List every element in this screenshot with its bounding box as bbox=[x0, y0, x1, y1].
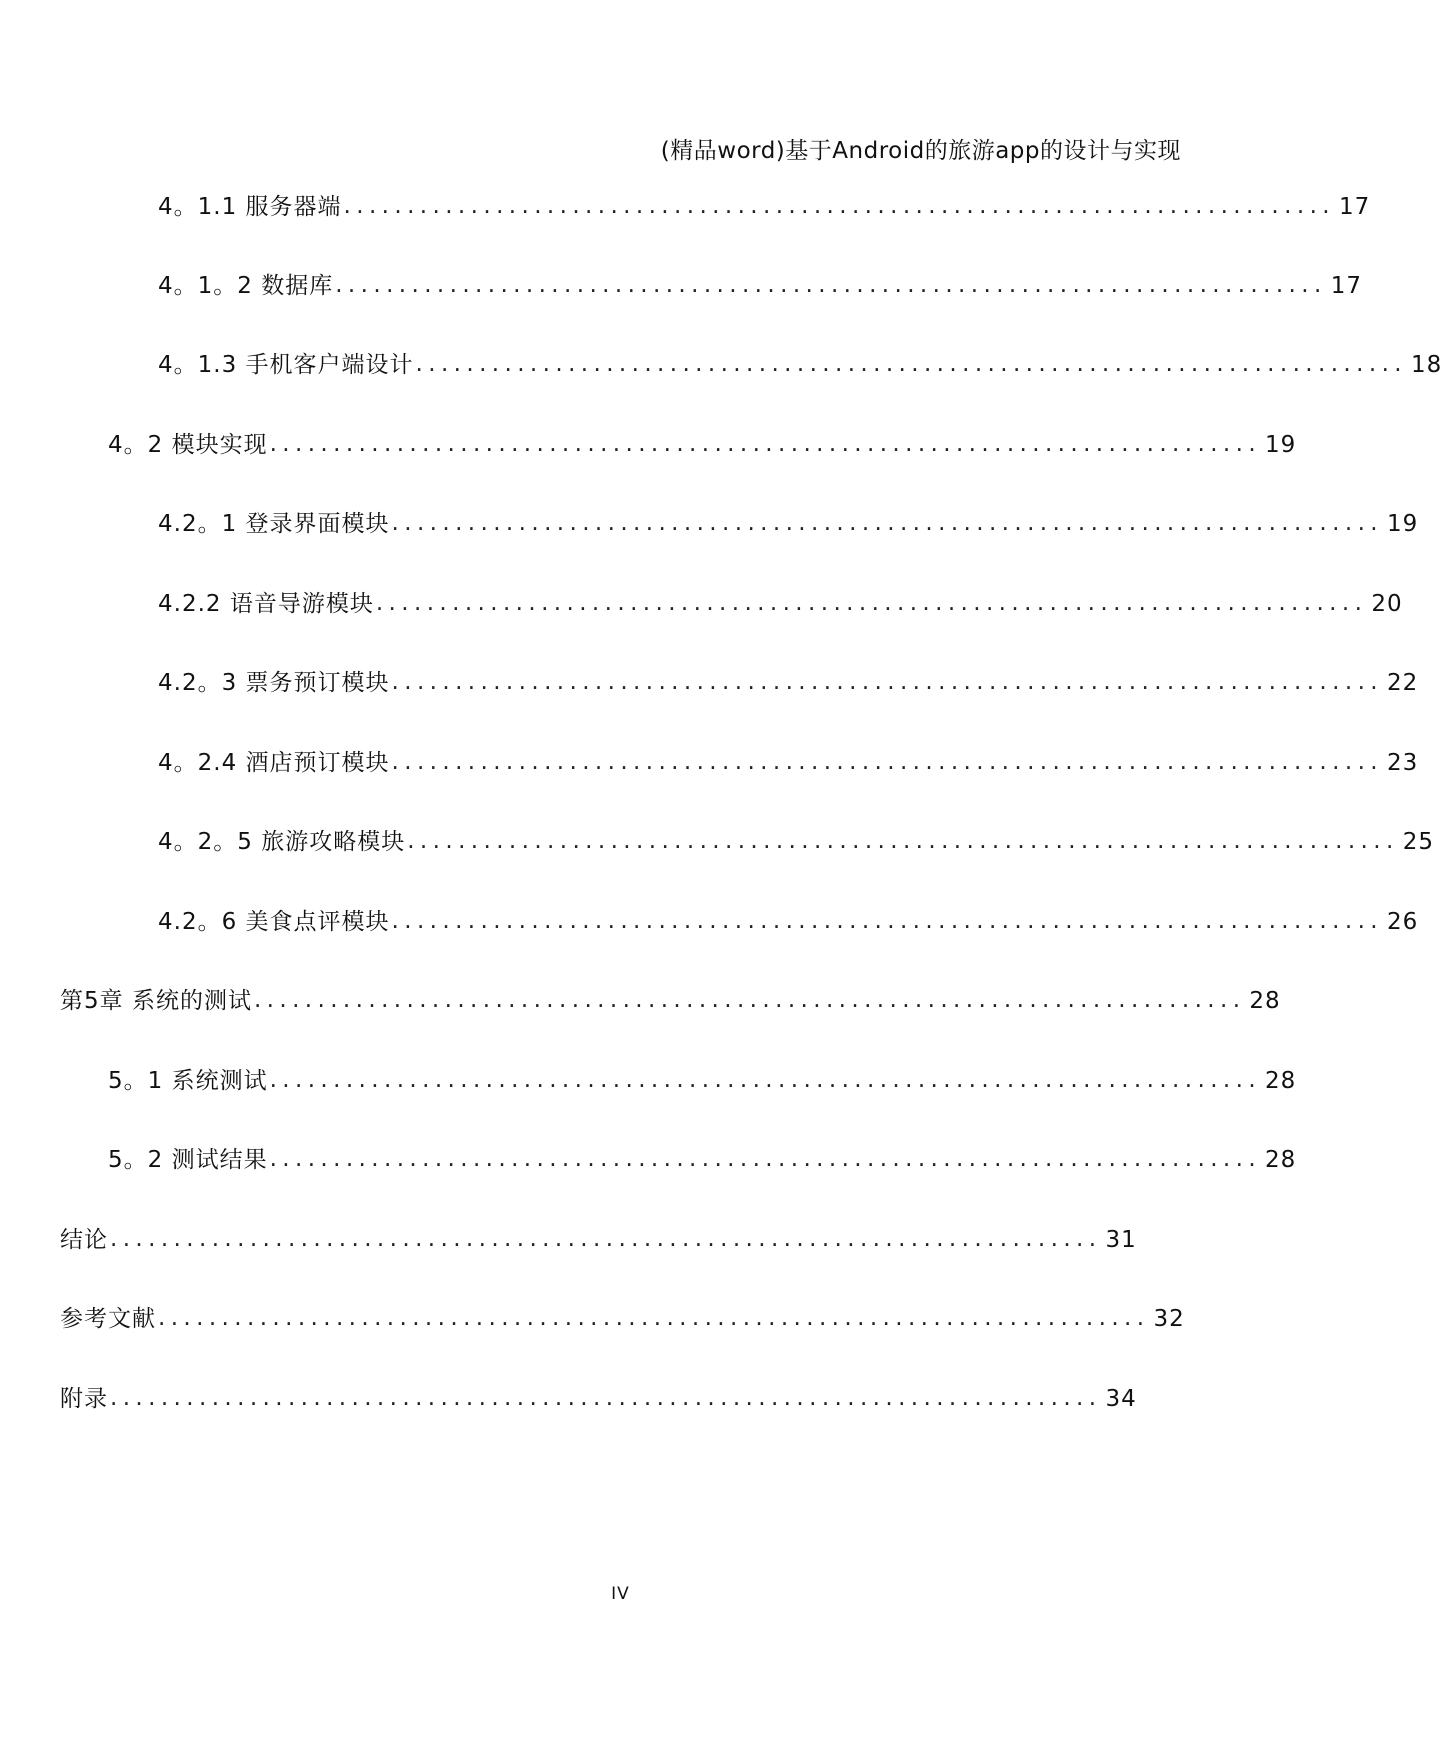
toc-entry-page: 17 bbox=[1330, 273, 1362, 299]
toc-entry[interactable] bbox=[158, 344, 1442, 380]
toc-entry[interactable] bbox=[158, 583, 1403, 619]
dot-leader: .............................................................................. bbox=[343, 193, 1335, 219]
toc-entry-page: 23 bbox=[1387, 750, 1419, 776]
toc-entry-page: 28 bbox=[1265, 1068, 1297, 1094]
running-header: (精品word)基于Android的旅游app的设计与实现 bbox=[660, 138, 1181, 164]
toc-entry-title: 4。2.4 酒店预订模块 bbox=[158, 750, 390, 776]
toc-entry-page: 32 bbox=[1153, 1306, 1185, 1332]
dot-leader: .............................................................................. bbox=[269, 1146, 1262, 1172]
toc-entry-title: 4.2.2 语音导游模块 bbox=[158, 591, 374, 617]
toc-entry-page: 19 bbox=[1387, 511, 1419, 537]
dot-leader: .............................................................................. bbox=[391, 908, 1383, 934]
page-number: IV bbox=[611, 1584, 630, 1604]
dot-leader: .............................................................................. bbox=[110, 1385, 1102, 1411]
toc-entry-page: 18 bbox=[1411, 352, 1442, 378]
toc-entry-title: 4.2。1 登录界面模块 bbox=[158, 511, 390, 537]
toc-entry[interactable] bbox=[158, 265, 1362, 301]
toc-entry-page: 31 bbox=[1105, 1227, 1137, 1253]
toc-entry[interactable] bbox=[158, 821, 1434, 857]
dot-leader: .............................................................................. bbox=[269, 431, 1262, 457]
dot-leader: .............................................................................. bbox=[391, 669, 1383, 695]
dot-leader: .............................................................................. bbox=[110, 1226, 1102, 1252]
toc-entry[interactable] bbox=[108, 1060, 1297, 1096]
toc-entry-title: 4.2。6 美食点评模块 bbox=[158, 909, 390, 935]
toc-entry[interactable] bbox=[158, 742, 1419, 778]
toc-entry-title: 4。2。5 旅游攻略模块 bbox=[158, 829, 406, 855]
toc-entry-page: 26 bbox=[1387, 909, 1419, 935]
toc-entry-title: 4。1.3 手机客户端设计 bbox=[158, 352, 414, 378]
toc-entry-page: 19 bbox=[1265, 432, 1297, 458]
toc-entry[interactable] bbox=[60, 1298, 1185, 1334]
toc-entry-title: 4。1.1 服务器端 bbox=[158, 194, 342, 220]
toc-entry-page: 17 bbox=[1339, 194, 1371, 220]
dot-leader: .............................................................................. bbox=[269, 1067, 1262, 1093]
toc-entry-title: 第5章 系统的测试 bbox=[60, 988, 252, 1014]
toc-entry[interactable] bbox=[158, 503, 1419, 539]
dot-leader: .............................................................................. bbox=[391, 749, 1383, 775]
toc-entry-title: 4.2。3 票务预订模块 bbox=[158, 670, 390, 696]
toc-entry-title: 结论 bbox=[60, 1227, 108, 1253]
toc-entry-title: 附录 bbox=[60, 1386, 108, 1412]
dot-leader: .............................................................................. bbox=[158, 1305, 1150, 1331]
toc-entry-page: 25 bbox=[1402, 829, 1434, 855]
toc-entry-page: 28 bbox=[1249, 988, 1281, 1014]
dot-leader: .............................................................................. bbox=[375, 590, 1368, 616]
toc-entry[interactable] bbox=[60, 1219, 1137, 1255]
toc-entry-title: 4。1。2 数据库 bbox=[158, 273, 334, 299]
toc-entry[interactable] bbox=[60, 980, 1281, 1016]
toc-entry-title: 参考文献 bbox=[60, 1306, 156, 1332]
toc-entry-page: 20 bbox=[1371, 591, 1403, 617]
toc-entry[interactable] bbox=[108, 424, 1297, 460]
dot-leader: .............................................................................. bbox=[391, 510, 1383, 536]
toc-entry-page: 22 bbox=[1387, 670, 1419, 696]
dot-leader: .............................................................................. bbox=[415, 351, 1407, 377]
toc-entry[interactable] bbox=[60, 1378, 1137, 1414]
toc-entry-title: 5。1 系统测试 bbox=[108, 1068, 268, 1094]
dot-leader: .............................................................................. bbox=[335, 272, 1327, 298]
dot-leader: .............................................................................. bbox=[253, 987, 1246, 1013]
toc-entry[interactable] bbox=[108, 1139, 1297, 1175]
toc-entry[interactable] bbox=[158, 186, 1371, 222]
toc-entry-title: 4。2 模块实现 bbox=[108, 432, 268, 458]
toc-entry-page: 28 bbox=[1265, 1147, 1297, 1173]
toc-entry[interactable] bbox=[158, 662, 1419, 698]
toc-entry[interactable] bbox=[158, 901, 1419, 937]
toc-entry-page: 34 bbox=[1105, 1386, 1137, 1412]
dot-leader: .............................................................................. bbox=[407, 828, 1399, 854]
toc-entry-title: 5。2 测试结果 bbox=[108, 1147, 268, 1173]
